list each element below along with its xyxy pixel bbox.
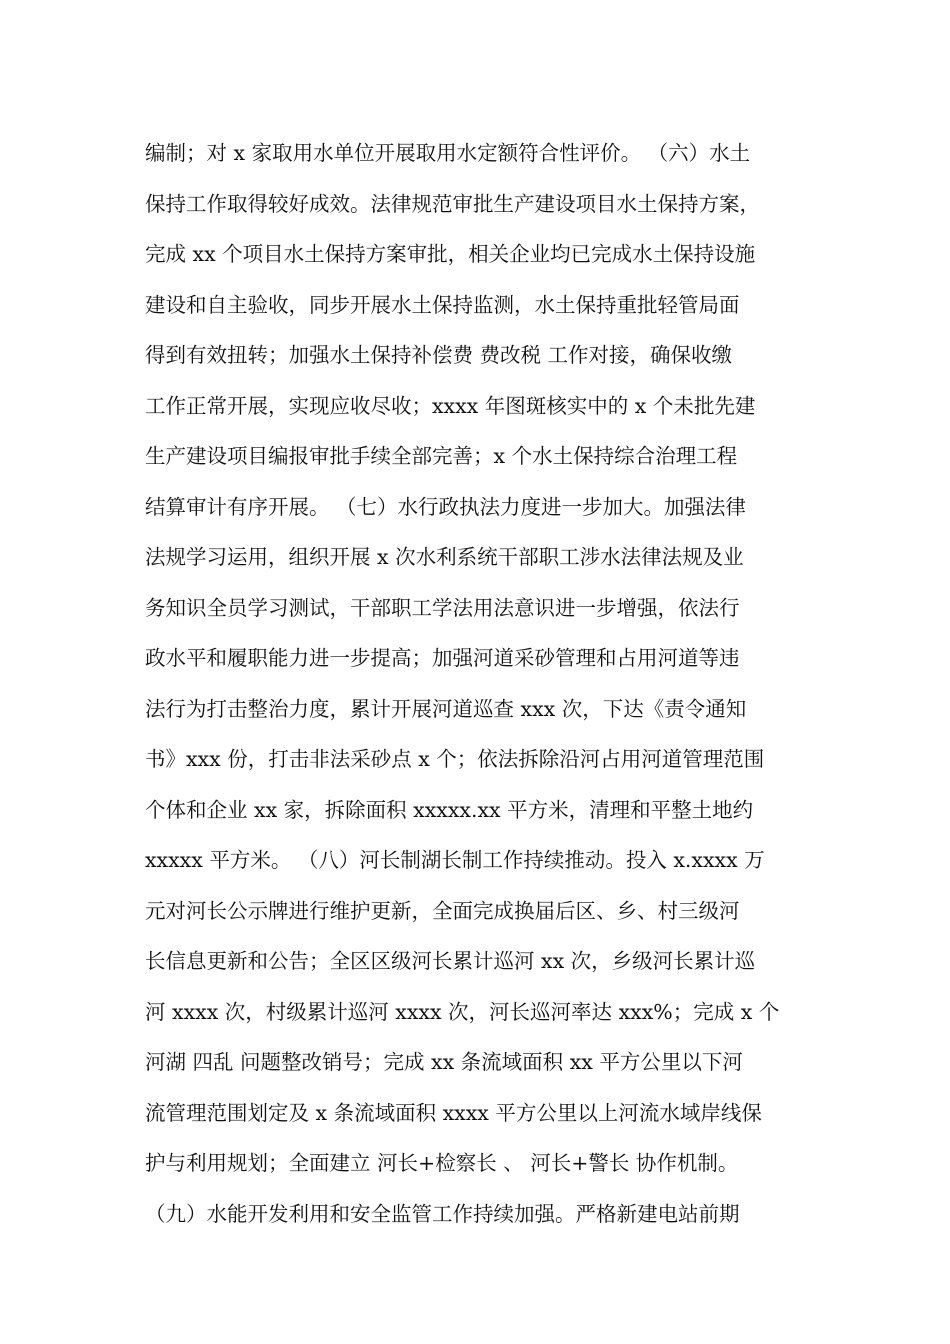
text-line-12: 法行为打击整治力度，累计开展河道巡查 xxx 次，下达《责令通知	[145, 696, 747, 721]
text-line-11: 政水平和履职能力进一步提高；加强河道采砂管理和占用河道等违	[145, 646, 740, 670]
text-line-20: 流管理范围划定及 x 条流域面积 xxxx 平方公里以上河流水域岸线保	[145, 1100, 762, 1125]
text-line-4: 建设和自主验收，同步开展水土保持监测，水土保持重批轻管局面	[145, 292, 740, 317]
text-line-5: 得到有效扭转；加强水土保持补偿费 费改税 工作对接，确保收缴	[145, 343, 733, 367]
body-text	[145, 128, 815, 1239]
text-line-22: （九）水能开发利用和安全监管工作持续加强。严格新建电站前期	[145, 1201, 740, 1226]
text-line-10: 务知识全员学习测试，干部职工学法用法意识进一步增强，依法行	[145, 595, 740, 620]
text-line-18: 河 xxxx 次，村级累计巡河 xxxx 次，河长巡河率达 xxx%；完成 x 个	[145, 999, 780, 1024]
text-line-21: 护与利用规划；全面建立 河长+检察长 、 河长+警长 协作机制。	[145, 1151, 739, 1175]
text-line-1: 编制；对 x 家取用水单位开展取用水定额符合性评价。 （六）水土	[145, 141, 751, 165]
text-line-8: 结算审计有序开展。 （七）水行政执法力度进一步加大。加强法律	[145, 494, 747, 519]
text-line-7: 生产建设项目编报审批手续全部完善；x 个水土保持综合治理工程	[145, 444, 738, 468]
text-line-15: xxxxx 平方米。 （八）河长制湖长制工作持续推动。投入 x.xxxx 万	[145, 848, 765, 872]
text-line-3: 完成 xx 个项目水土保持方案审批，相关企业均已完成水土保持设施	[145, 242, 756, 266]
text-line-19: 河湖 四乱 问题整改销号；完成 xx 条流域面积 xx 平方公里以下河	[145, 1050, 743, 1074]
text-line-17: 长信息更新和公告；全区区级河长累计巡河 xx 次，乡级河长累计巡	[145, 949, 756, 973]
text-line-14: 个体和企业 xx 家，拆除面积 xxxxx.xx 平方米，清理和平整土地约	[145, 797, 754, 822]
text-line-9: 法规学习运用，组织开展 x 次水利系统干部职工涉水法律法规及业	[145, 545, 744, 569]
text-line-2: 保持工作取得较好成效。法律规范审批生产建设项目水土保持方案，	[145, 191, 760, 216]
text-line-13: 书》xxx 份，打击非法采砂点 x 个；依法拆除沿河占用河道管理范围	[145, 747, 765, 771]
text-line-16: 元对河长公示牌进行维护更新，全面完成换届后区、乡、村三级河	[145, 898, 740, 923]
text-line-6: 工作正常开展，实现应收尽收；xxxx 年图斑核实中的 x 个未批先建	[145, 393, 756, 418]
